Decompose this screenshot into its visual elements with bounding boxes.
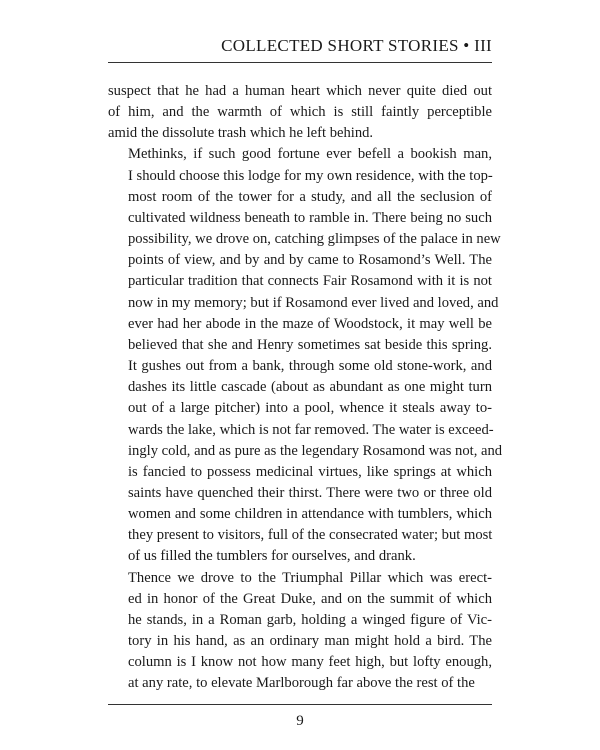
text-line: women and some children in attendance with tumblers, which: [128, 506, 492, 523]
text-line: ingly cold, and as pure as the legendary Rosamond was not, and: [128, 442, 503, 459]
text-line: they present to visitors, full of the consecrated water; but most: [128, 527, 493, 544]
text-line: believed that she and Henry sometimes sat beside this spring.: [128, 336, 492, 353]
text-line: I should choose this lodge for my own residence, with the top-: [128, 167, 493, 184]
running-head: COLLECTED SHORT STORIES • III: [221, 36, 492, 55]
text-line: It gushes out from a bank, through some old stone-work, and: [128, 358, 492, 375]
text-line: of us filled the tumblers for ourselves, and drank.: [128, 548, 416, 565]
text-line: ed in honor of the Great Duke, and on the summit of which: [128, 590, 492, 607]
text-line: ever had her abode in the maze of Woodstock, it may well be: [128, 315, 492, 332]
text-line: suspect that he had a human heart which never quite died out: [108, 83, 492, 99]
text-line: out of a large pitcher) into a pool, whence it steals away to-: [128, 400, 492, 417]
footer-rule: [108, 704, 492, 705]
text-line: points of view, and by and by came to Rosamond’s Well. The: [128, 252, 492, 269]
body-text: [108, 81, 503, 695]
text-line: dashes its little cascade (about as abundant as one might turn: [128, 379, 492, 396]
text-line: wards the lake, which is not far removed. The water is exceed-: [128, 421, 494, 438]
paragraph: [108, 568, 492, 695]
text-line: column is I know not how many feet high, but lofty enough,: [128, 654, 492, 671]
text-line: now in my memory; but if Rosamond ever lived and loved, and: [128, 294, 499, 311]
text-line: is fancied to possess medicinal virtues, like springs at which: [128, 463, 492, 480]
text-line: possibility, we drove on, catching glimpses of the palace in new: [128, 231, 501, 248]
text-line: Thence we drove to the Triumphal Pillar which was erect-: [128, 569, 492, 586]
text-line: of him, and the warmth of which is still faintly perceptible: [108, 104, 492, 121]
paragraph: [108, 144, 503, 567]
header-rule: [108, 62, 492, 63]
text-line: saints have quenched their thirst. There were two or three old: [128, 484, 492, 501]
text-line: cultivated wildness beneath to ramble in. There being no such: [128, 209, 492, 226]
text-line: most room of the tower for a study, and all the seclusion of: [128, 188, 492, 205]
text-line: tory in his hand, as an ordinary man might hold a bird. The: [128, 633, 492, 650]
text-line: amid the dissolute trash which he left behind.: [108, 125, 374, 142]
text-line: he stands, in a Roman garb, holding a winged figure of Vic-: [128, 611, 492, 628]
text-line: at any rate, to elevate Marlborough far above the rest of the: [128, 675, 475, 692]
text-line: particular tradition that connects Fair Rosamond with it is not: [128, 273, 492, 290]
paragraph: [108, 81, 492, 144]
text-line: Methinks, if such good fortune ever befell a bookish man,: [128, 146, 492, 163]
page-number: 9: [296, 713, 304, 729]
